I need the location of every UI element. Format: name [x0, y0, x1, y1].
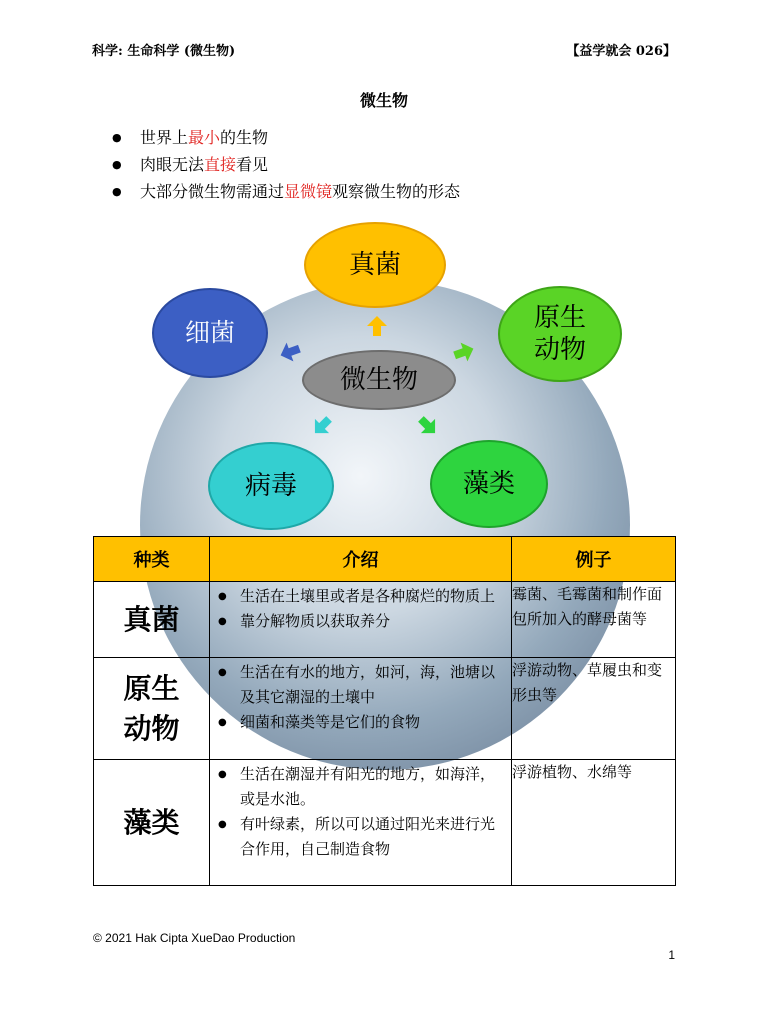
intro-point: ● 有叶绿素，所以可以通过阳光来进行光合作用，自己制造食物 [240, 812, 505, 862]
row-name: 藻类 [94, 760, 210, 886]
bullet-item: ● 肉眼无法直接看见 [112, 151, 460, 178]
node-algae: 藻类 [430, 440, 548, 528]
header-type: 种类 [94, 537, 210, 582]
row-intro [210, 582, 512, 658]
intro-point: ● 生活在土壤里或者是各种腐烂的物质上 [240, 584, 505, 609]
page-number: 1 [668, 948, 675, 962]
row-name [94, 658, 210, 760]
node-fungi: 真菌 [304, 222, 446, 308]
row-intro [210, 658, 512, 760]
highlight-text: 显微镜 [284, 182, 333, 201]
highlight-text: 最小 [188, 128, 221, 147]
node-center-microbe: 微生物 [302, 350, 456, 410]
header-series: 【益学就会 026】 [566, 44, 676, 59]
row-name-text: 原生动物 [123, 671, 180, 745]
table-row [94, 658, 676, 760]
microbe-table [93, 536, 676, 886]
table-row [94, 760, 676, 886]
intro-bullets [112, 124, 460, 205]
node-protozoa [498, 286, 622, 382]
header-subject: 科学: 生命科学 (微生物) [92, 44, 236, 59]
microbe-diagram [90, 222, 680, 532]
intro-point: ● 生活在潮湿并有阳光的地方，如海洋，或是水池。 [240, 762, 505, 812]
node-bacteria: 细菌 [152, 288, 268, 378]
table-header-row [94, 537, 676, 582]
intro-point: ● 细菌和藻类等是它们的食物 [240, 710, 505, 735]
intro-point: ● 生活在有水的地方，如河，海，池塘以及其它潮湿的土壤中 [240, 660, 505, 710]
footer-copyright: © 2021 Hak Cipta XueDao Production [93, 931, 296, 945]
intro-point: ● 靠分解物质以获取养分 [240, 609, 505, 634]
row-intro [210, 760, 512, 886]
node-virus: 病毒 [208, 442, 334, 530]
row-name: 真菌 [94, 582, 210, 658]
header-example: 例子 [512, 537, 676, 582]
row-example: 霉菌、毛霉菌和制作面包所加入的酵母菌等 [512, 582, 676, 658]
bullet-item: ● 世界上最小的生物 [112, 124, 460, 151]
row-example: 浮游植物、水绵等 [512, 760, 676, 886]
node-protozoa-label: 原生动物 [533, 303, 586, 365]
header-intro: 介绍 [210, 537, 512, 582]
highlight-text: 直接 [204, 155, 237, 174]
table-row [94, 582, 676, 658]
page-title: 微生物 [359, 91, 408, 110]
bullet-item: ● 大部分微生物需通过显微镜观察微生物的形态 [112, 178, 460, 205]
row-example: 浮游动物、草履虫和变形虫等 [512, 658, 676, 760]
